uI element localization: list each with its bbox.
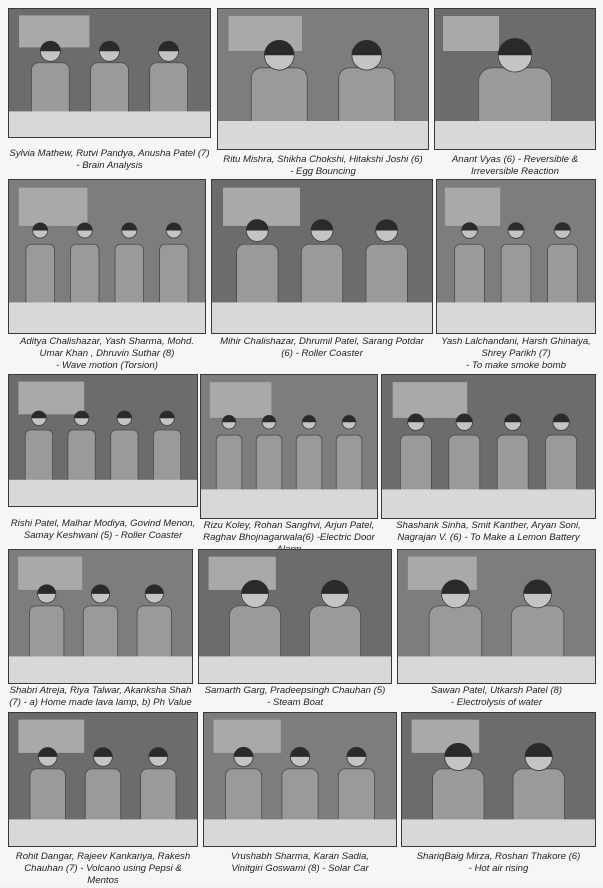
project-photo <box>217 8 429 150</box>
photo-image <box>435 9 595 149</box>
project-card <box>397 549 596 709</box>
project-photo <box>8 374 198 507</box>
photo-image <box>9 713 197 846</box>
photo-image <box>402 713 595 846</box>
project-card <box>8 549 193 709</box>
photo-image <box>9 550 192 683</box>
project-caption: Shashank Sinha, Smit Kanther, Aryan Soni, Nagrajan V. (6) - To Make a Lemon Battery <box>396 520 581 544</box>
project-card <box>200 374 378 546</box>
project-photo <box>8 712 198 847</box>
project-caption: Sawan Patel, Utkarsh Patel (8) - Electrolysis of water <box>430 685 563 709</box>
photo-image <box>212 180 432 333</box>
project-caption: Rizu Koley, Rohan Sanghvi, Arjun Patel, Raghav Bhojnagarwala(6) -Electric Door <box>203 520 375 544</box>
project-card <box>198 549 392 709</box>
project-caption: Yash Lalchandani, Harsh Ghinaiya, Shrey Parikh (7) - To make smoke bomb <box>441 336 591 372</box>
project-photo <box>397 549 596 684</box>
project-caption: Aditya Chalishazar, Yash Sharma, Mohd. Umar Khan , Dhruvin Suthar (8) - Wave motion (Torsion) <box>19 336 195 372</box>
project-caption: ShariqBaig Mirza, Roshan Thakore (6) - Hot air rising <box>416 851 581 875</box>
project-card <box>8 712 198 887</box>
photo-image <box>382 375 595 518</box>
photo-image <box>9 375 197 506</box>
photo-image <box>437 180 595 333</box>
project-photo <box>8 549 193 684</box>
photo-image <box>398 550 595 683</box>
project-card <box>401 712 596 880</box>
project-caption: Mihir Chalishazar, Dhrumil Patel, Sarang Potdar (6) - Roller Coaster <box>220 336 424 360</box>
project-caption: Shabri Atreja, Riya Talwar, Akanksha Shah (7) - a) Home made lava lamp, b) Ph Value <box>9 685 192 709</box>
project-card <box>211 179 433 375</box>
project-card <box>436 179 596 375</box>
photo-image <box>218 9 428 149</box>
project-card <box>217 8 429 180</box>
project-photo <box>381 374 596 519</box>
project-card <box>381 374 596 546</box>
photo-image <box>201 375 377 518</box>
project-caption: Samarth Garg, Pradeepsingh Chauhan (5) - Steam Boat <box>204 685 386 709</box>
project-photo <box>8 179 206 334</box>
project-photo <box>8 8 211 138</box>
project-caption: Sylvia Mathew, Rutvi Pandya, Anusha Patel (7) - Brain Analysis <box>9 148 210 172</box>
project-caption: Anant Vyas (6) - Reversible & Irreversible Reaction <box>451 154 579 178</box>
photo-image <box>9 180 205 333</box>
project-photo <box>198 549 392 684</box>
project-caption: Vrushabh Sharma, Karan Sadia, Vinitgiri Goswami (8) - Solar Car <box>231 851 369 875</box>
photo-image <box>9 9 210 137</box>
photo-image <box>204 713 396 846</box>
project-card <box>203 712 397 880</box>
project-photo <box>436 179 596 334</box>
project-card <box>8 374 198 546</box>
project-caption: Rishi Patel, Malhar Modiya, Govind Menon, Samay Keshwani (5) - Roller Coaster <box>10 518 196 542</box>
project-card <box>8 179 206 375</box>
project-photo <box>211 179 433 334</box>
project-caption: Rohit Dangar, Rajeev Kankariya, Rakesh Chauhan (7) - Volcano using Pepsi & Mentos <box>15 851 191 887</box>
project-card <box>8 8 211 180</box>
project-caption: Ritu Mishra, Shikha Chokshi, Hitakshi Joshi (6) - Egg Bouncing <box>223 154 423 178</box>
project-photo <box>203 712 397 847</box>
project-photo <box>401 712 596 847</box>
project-photo <box>434 8 596 150</box>
photo-image <box>199 550 391 683</box>
project-card <box>434 8 596 180</box>
project-photo <box>200 374 378 519</box>
